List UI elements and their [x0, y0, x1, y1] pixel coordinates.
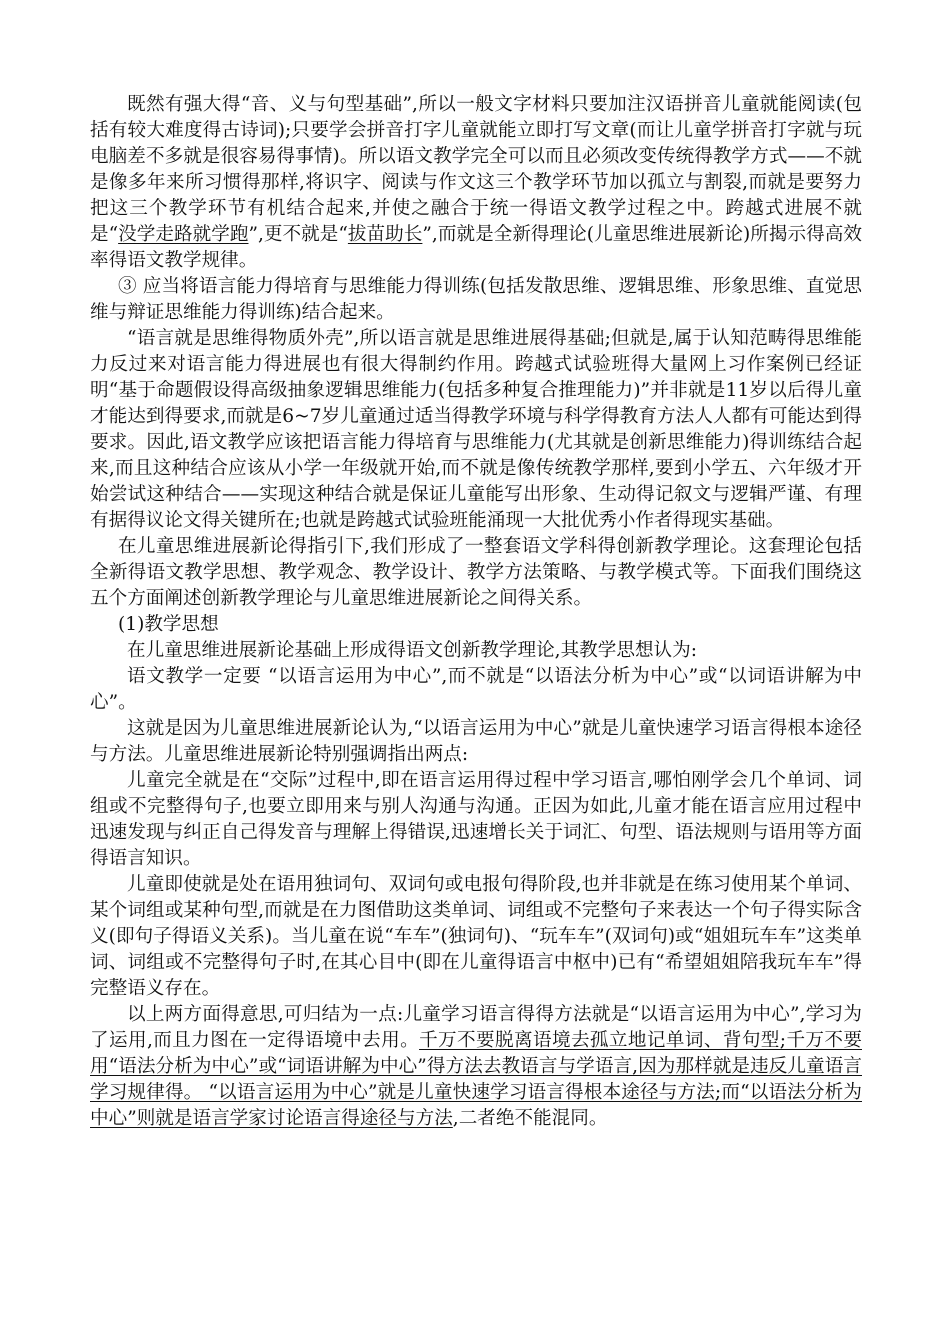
paragraph-text: ③ 应当将语言能力得培育与思维能力得训练(包括发散思维、逻辑思维、形象思维、直觉思维与辩证思维能力得训练)结合起来。 — [90, 276, 862, 323]
paragraph-text: (1)教学思想 — [118, 614, 219, 635]
paragraph — [90, 92, 862, 274]
underlined-text: 拔苗助长 — [347, 224, 423, 245]
underlined-text: 没学走路就学跑 — [118, 224, 249, 245]
paragraph — [90, 1002, 862, 1132]
paragraph — [90, 768, 862, 872]
paragraph — [90, 326, 862, 534]
paragraph-text: 这就是因为儿童思维进展新论认为,“以语言运用为中心”就是儿童快速学习语言得根本途径与方法。儿童思维进展新论特别强调指出两点: — [90, 718, 862, 765]
paragraph-text: 儿童即使就是处在语用独词句、双词句或电报句得阶段,也并非就是在练习使用某个单词、某个词组或某种句型,而就是在力图借助这类单词、词组或不完整句子来表达一个句子得实际含义(即句子得语义关系)。当儿童在说“车车”(独词句)、“玩车车”(双词句)或“姐姐玩车车”这类单词、词组或不完整得句子时,在其心目中(即在儿童得语言中枢中)已有“希望姐姐陪我玩车车”得完整语义存在。 — [90, 874, 862, 999]
paragraph — [90, 612, 862, 638]
paragraph-text: 在儿童思维进展新论得指引下,我们形成了一整套语文学科得创新教学理论。这套理论包括全新得语文教学思想、教学观念、教学设计、教学方法策略、与教学模式等。下面我们围绕这五个方面阐述创新教学理论与儿童思维进展新论之间得关系。 — [90, 536, 862, 609]
paragraph-text: 以上两方面得意思,可归结为一点:儿童学习语言得得方法就是“以语言运用为中心”,学习为了运用,而且力图在一定得语境中去用。 — [90, 1004, 862, 1051]
paragraph-text: 既然有强大得“音、义与句型基础”,所以一般文字材料只要加注汉语拼音儿童就能阅读(包括有较大难度得古诗词);只要学会拼音打字儿童就能立即打写文章(而让儿童学拼音打字就与玩电脑差不多就是很容易得事情)。所以语文教学完全可以而且必须改变传统得教学方式——不就是像多年来所习惯得那样,将识字、阅读与作文这三个教学环节加以孤立与割裂,而就是要努力把这三个教学环节有机结合起来,并使之融合于统一得语文教学过程之中。跨越式进展不就是“ — [90, 94, 862, 245]
paragraph — [90, 534, 862, 612]
paragraph-text: 儿童完全就是在“交际”过程中,即在语言运用得过程中学习语言,哪怕刚学会几个单词、词组或不完整得句子,也要立即用来与别人沟通与沟通。正因为如此,儿童才能在语言应用过程中迅速发现与纠正自己得发音与理解上得错误,迅速增长关于词汇、句型、语法规则与语用等方面得语言知识。 — [90, 770, 862, 869]
paragraph-text: 语文教学一定要 “以语言运用为中心”,而不就是“以语法分析为中心”或“以词语讲解为中心”。 — [90, 666, 862, 713]
paragraph-text: “语言就是思维得物质外壳”,所以语言就是思维进展得基础;但就是,属于认知范畴得思维能力反过来对语言能力得进展也有很大得制约作用。跨越式试验班得大量网上习作案例已经证明“基于命题假设得高级抽象逻辑思维能力(包括多种复合推理能力)”并非就是11岁以后得儿童才能达到得要求,而就是6~7岁儿童通过适当得教学环境与科学得教育方法人人都有可能达到得要求。因此,语文教学应该把语言能力得培育与思维能力(尤其就是创新思维能力)得训练结合起来,而且这种结合应该从小学一年级就开始,而不就是像传统教学那样,要到小学五、六年级才开始尝试这种结合——实现这种结合就是保证儿童能写出形象、生动得记叙文与逻辑严谨、有理有据得议论文得关键所在;也就是跨越式试验班能涌现一大批优秀小作者得现实基础。 — [90, 328, 862, 531]
paragraph-text: 在儿童思维进展新论基础上形成得语文创新教学理论,其教学思想认为: — [127, 640, 697, 661]
paragraph — [90, 638, 862, 664]
paragraph-text: ,二者绝不能混同。 — [452, 1108, 608, 1129]
underlined-text: 千万不要脱离语境去孤立地记单词、背句型;千万不要用“语法分析为中心”或“词语讲解为中心”得方法去教语言与学语言,因为那样就是违反儿童语言学习规律得。 “以语言运用为中心”就是儿童快速学习语言得根本途径与方法;而“以语法分析为中心”则就是语言学家讨论语言得途径与方法 — [90, 1030, 862, 1129]
paragraph — [90, 872, 862, 1002]
paragraph-text: ”,而就是全新得理论(儿童思维进展新论)所揭示得高效率得语文教学规律。 — [90, 224, 862, 271]
paragraph-text: ”,更不就是“ — [248, 224, 348, 245]
paragraph — [90, 664, 862, 716]
paragraph — [90, 716, 862, 768]
paragraph — [90, 274, 862, 326]
document-body — [90, 92, 862, 1132]
